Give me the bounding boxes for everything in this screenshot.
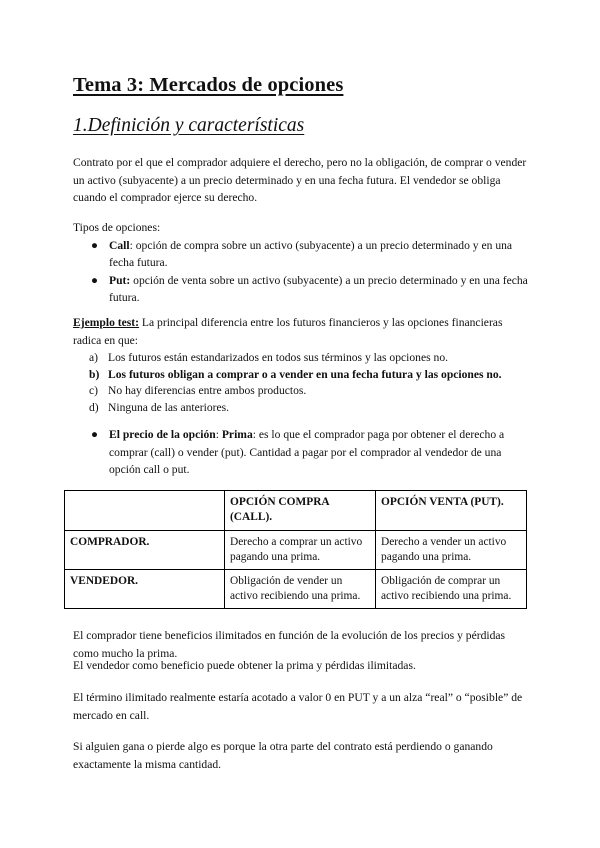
list-item xyxy=(73,349,533,366)
closing-paragraph-2: El vendedor como beneficio puede obtener la prima y pérdidas ilimitadas. xyxy=(73,659,416,672)
table-header-cell xyxy=(65,491,225,531)
call-definition: : opción de compra sobre un activo (subyacente) a un precio determinado y en una fecha futura. xyxy=(109,238,513,269)
list-item xyxy=(73,237,533,272)
list-item xyxy=(73,382,533,399)
option-letter: a) xyxy=(89,351,99,364)
table-cell: Obligación de comprar un activo recibiendo una prima. xyxy=(376,570,527,609)
closing-paragraph-4: Si alguien gana o pierde algo es porque la otra parte del contrato está perdiendo o ganando exactamente la misma cantidad. xyxy=(73,740,493,771)
premium-term2: Prima xyxy=(221,428,253,441)
option-types-heading: Tipos de opciones: xyxy=(73,221,161,234)
table-cell: Derecho a vender un activo pagando una prima. xyxy=(376,531,527,570)
table-row-label: COMPRADOR. xyxy=(65,531,225,570)
option-letter: c) xyxy=(89,384,99,397)
list-item xyxy=(73,399,533,416)
table-header-cell: OPCIÓN COMPRA (CALL). xyxy=(225,491,376,531)
put-definition: opción de venta sobre un activo (subyacente) a un precio determinado y en una fecha futura. xyxy=(109,273,528,304)
premium-block xyxy=(73,426,533,479)
option-text: Los futuros están estandarizados en todos sus términos y las opciones no. xyxy=(108,351,449,364)
option-letter: d) xyxy=(89,400,99,414)
example-label: Ejemplo test: xyxy=(73,316,140,329)
list-item xyxy=(73,272,533,307)
bullet-icon: ● xyxy=(91,428,99,441)
table-header-cell: OPCIÓN VENTA (PUT). xyxy=(376,491,527,531)
table-cell: Obligación de vender un activo recibiendo una prima. xyxy=(225,570,376,609)
option-letter: b) xyxy=(89,367,100,381)
call-term: Call xyxy=(109,238,130,252)
closing-paragraph-1: El comprador tiene beneficios ilimitados en función de la evolución de los precios y pérdidas como mucho la prima. xyxy=(73,629,506,660)
example-options xyxy=(73,349,533,415)
list-item xyxy=(73,426,533,479)
bullet-icon: ● xyxy=(91,273,99,287)
table-header-row xyxy=(65,491,527,531)
table-cell: Derecho a comprar un activo pagando una prima. xyxy=(225,531,376,570)
page-title: Tema 3: Mercados de opciones xyxy=(73,74,344,96)
premium-definition: : es lo que el comprador paga por obtener el derecho a comprar (call) o vender (put). Cantidad a pagar por el comprador al vendedor de una opción call o put. xyxy=(109,428,505,476)
option-types-list xyxy=(73,237,533,307)
table-row xyxy=(65,531,527,570)
premium-sep: : xyxy=(215,428,222,441)
option-types-block xyxy=(73,219,533,307)
option-text: Ninguna de las anteriores. xyxy=(108,400,230,414)
comparison-table xyxy=(64,490,527,609)
section-heading: 1.Definición y características xyxy=(73,115,305,136)
option-text: No hay diferencias entre ambos productos. xyxy=(108,384,307,397)
premium-term: El precio de la opción xyxy=(109,428,216,441)
intro-paragraph: Contrato por el que el comprador adquiere el derecho, pero no la obligación, de comprar o vender un activo (subyacente) a un precio determinado y en una fecha futura. El vendedor se obliga cuando el comprador ejerce su derecho. xyxy=(73,156,527,204)
example-block xyxy=(73,314,533,415)
table-row-label: VENDEDOR. xyxy=(65,570,225,609)
example-question: La principal diferencia entre los futuros financieros y las opciones financieras radica en que: xyxy=(73,316,503,347)
bullet-icon: ● xyxy=(91,238,99,252)
list-item xyxy=(73,366,533,383)
option-text-correct: Los futuros obligan a comprar o a vender en una fecha futura y las opciones no. xyxy=(108,367,502,381)
put-term: Put: xyxy=(109,273,131,287)
closing-paragraph-3: El término ilimitado realmente estaría acotado a valor 0 en PUT y a un alza “real” o “posible” de mercado en call. xyxy=(73,691,523,722)
table-row xyxy=(65,570,527,609)
